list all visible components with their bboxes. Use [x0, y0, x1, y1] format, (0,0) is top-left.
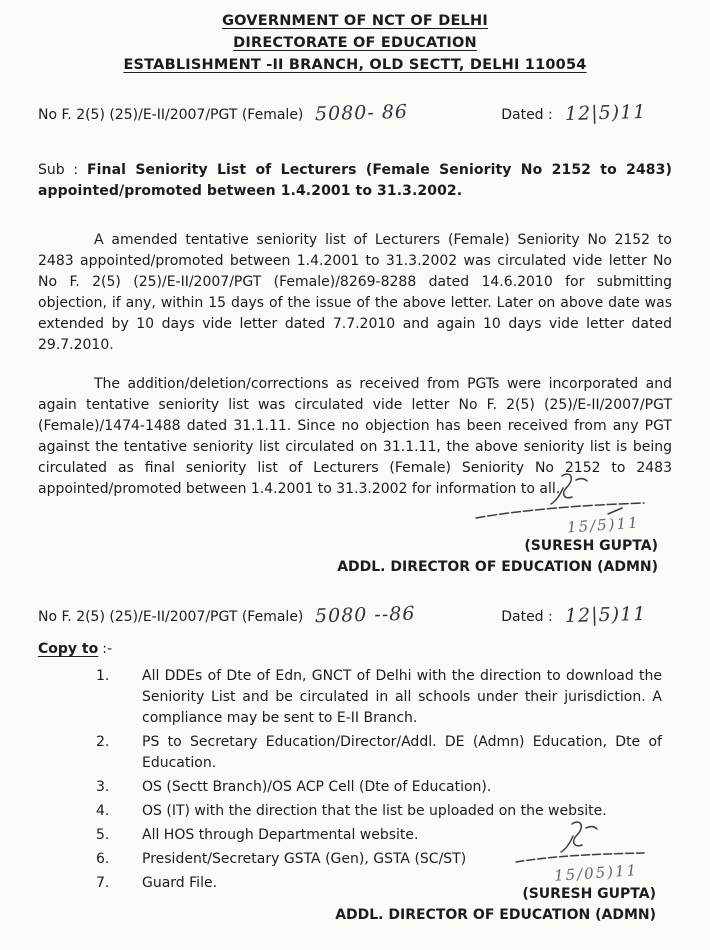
copy-to-suffix: :-	[102, 641, 113, 657]
subject-label: Sub :	[38, 162, 79, 178]
dated-group-bottom	[501, 604, 672, 626]
ref-number-bottom: No F. 2(5) (25)/E-II/2007/PGT (Female)	[38, 609, 304, 625]
signatory-designation-top: ADDL. DIRECTOR OF EDUCATION (ADMN)	[337, 559, 658, 575]
list-item-number: 5.	[96, 827, 110, 843]
list-item	[96, 732, 672, 774]
list-item-number: 6.	[96, 851, 110, 867]
subject-text: Final Seniority List of Lecturers (Female Seniority No 2152 to 2483) appointed/promoted between 1.4.2001 to 31.3.2002.	[38, 162, 672, 199]
letterhead-line-2: DIRECTORATE OF EDUCATION	[233, 35, 477, 51]
list-item	[96, 777, 672, 798]
signatory-name-top: (SURESH GUPTA)	[524, 538, 658, 554]
dated-label-bottom: Dated :	[501, 609, 553, 625]
letterhead-line-1: GOVERNMENT OF NCT OF DELHI	[222, 13, 488, 29]
list-item-text: OS (IT) with the direction that the list be uploaded on the website.	[142, 803, 607, 819]
list-item-number: 1.	[96, 668, 110, 684]
copy-to-heading	[38, 641, 672, 657]
signatory-name-bottom: (SURESH GUPTA)	[522, 886, 656, 902]
handwritten-sign-date-top: 15/5)11	[566, 513, 641, 537]
list-item-number: 2.	[96, 734, 110, 750]
letterhead	[38, 12, 672, 74]
list-item-text: PS to Secretary Education/Director/Addl. DE (Admn) Education, Dte of Education.	[142, 734, 662, 771]
copy-to-label: Copy to	[38, 641, 99, 657]
list-item-text: Guard File.	[142, 875, 218, 891]
list-item-text: OS (Sectt Branch)/OS ACP Cell (Dte of Education).	[142, 779, 492, 795]
signature-block-top	[38, 470, 672, 578]
list-item-number: 7.	[96, 875, 110, 891]
signature-area-top	[458, 470, 658, 537]
dated-label-top: Dated :	[501, 107, 553, 123]
dated-group-top	[501, 102, 672, 124]
signatory-designation-bottom: ADDL. DIRECTOR OF EDUCATION (ADMN)	[335, 907, 656, 923]
list-item-text: President/Secretary GSTA (Gen), GSTA (SC/ST)	[142, 851, 467, 867]
list-item-text: All HOS through Departmental website.	[142, 827, 419, 843]
signature-area-bottom	[506, 818, 656, 885]
reference-line-top	[38, 102, 672, 124]
body-paragraph-2: The addition/deletion/corrections as received from PGTs were incorporated and again tentative seniority list was circulated vide letter No F. 2(5) (25)/E-II/2007/PGT (Female)/1474-1488 dated 31.1.11. Since no objection has been received from any PGT against the tentative seniority list circulated on 31.1.11, the above seniority list is being circulated as final seniority list of Lecturers (Female) Seniority No 2152 to 2483 appointed/promoted between 1.4.2001 to 31.3.2002 for information to all.	[38, 376, 672, 497]
signature-block-bottom	[335, 818, 670, 926]
ref-number-top: No F. 2(5) (25)/E-II/2007/PGT (Female)	[38, 107, 304, 123]
handwritten-date-bottom: 12|5)11	[564, 602, 647, 628]
list-item-text: All DDEs of Dte of Edn, GNCT of Delhi with the direction to download the Seniority List and be circulated in all schools under their jurisdiction. A compliance may be sent to E-II Branch.	[142, 668, 662, 726]
body-paragraph-1: A amended tentative seniority list of Lecturers (Female) Seniority No 2152 to 2483 appointed/promoted between 1.4.2001 to 31.3.2002 was circulated vide letter No No F. 2(5) (25)/E-II/2007/PGT (Female)/8269-8288 dated 14.6.2010 for submitting objection, if any, within 15 days of the issue of the above letter. Later on above date was extended by 10 days vide letter dated 7.7.2010 and again 10 days vide letter dated 29.7.2010.	[38, 232, 672, 353]
subject-line	[38, 160, 672, 202]
list-item-number: 4.	[96, 803, 110, 819]
letterhead-line-3: ESTABLISHMENT -II BRANCH, OLD SECTT, DELHI 110054	[123, 57, 587, 73]
list-item	[96, 666, 672, 729]
reference-line-bottom	[38, 604, 672, 626]
handwritten-date-top: 12|5)11	[564, 100, 647, 126]
handwritten-sign-date-bottom: 15/05)11	[553, 861, 639, 885]
handwritten-dispatch-number-bottom: 5080 --86	[315, 602, 417, 628]
handwritten-dispatch-number-top: 5080- 86	[315, 100, 409, 126]
list-item-number: 3.	[96, 779, 110, 795]
